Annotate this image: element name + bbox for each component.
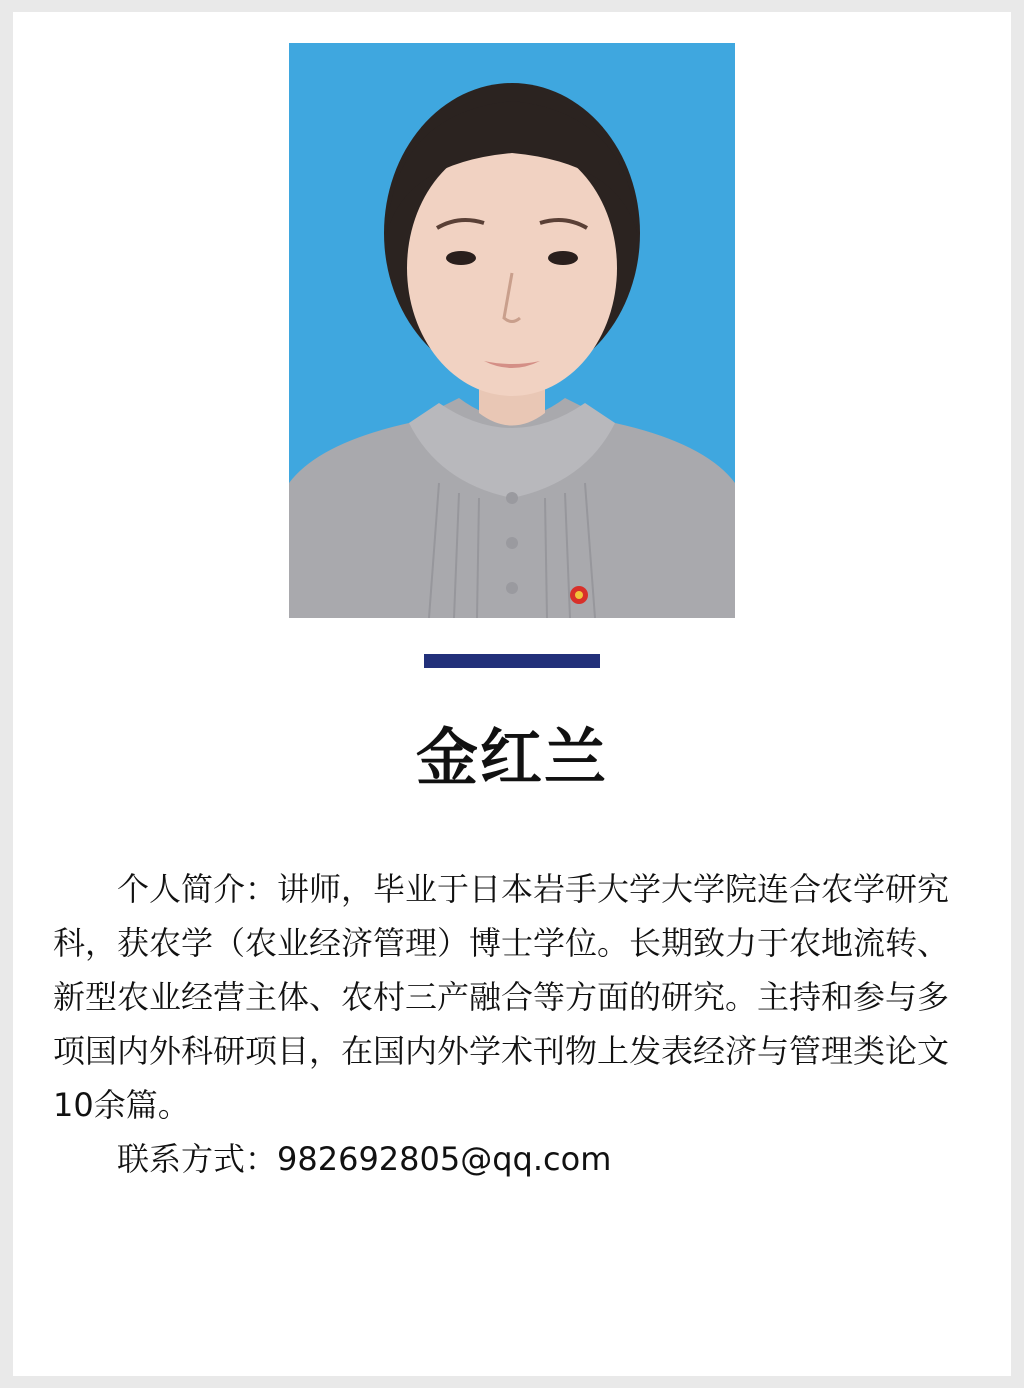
bio-paragraph: 个人简介：讲师，毕业于日本岩手大学大学院连合农学研究科，获农学（农业经济管理）博士学位。长期致力于农地流转、新型农业经营主体、农村三产融合等方面的研究。主持和参与多项国内外科研项目，在国内外学术刊物上发表经济与管理类论文10余篇。: [53, 870, 950, 1124]
portrait-photo: [289, 43, 735, 618]
contact-line: 联系方式：982692805@qq.com: [117, 1140, 612, 1178]
accent-divider: [424, 654, 600, 668]
person-name: 金红兰: [415, 721, 608, 794]
portrait-illustration: [289, 43, 735, 618]
profile-card: [13, 12, 1011, 1376]
